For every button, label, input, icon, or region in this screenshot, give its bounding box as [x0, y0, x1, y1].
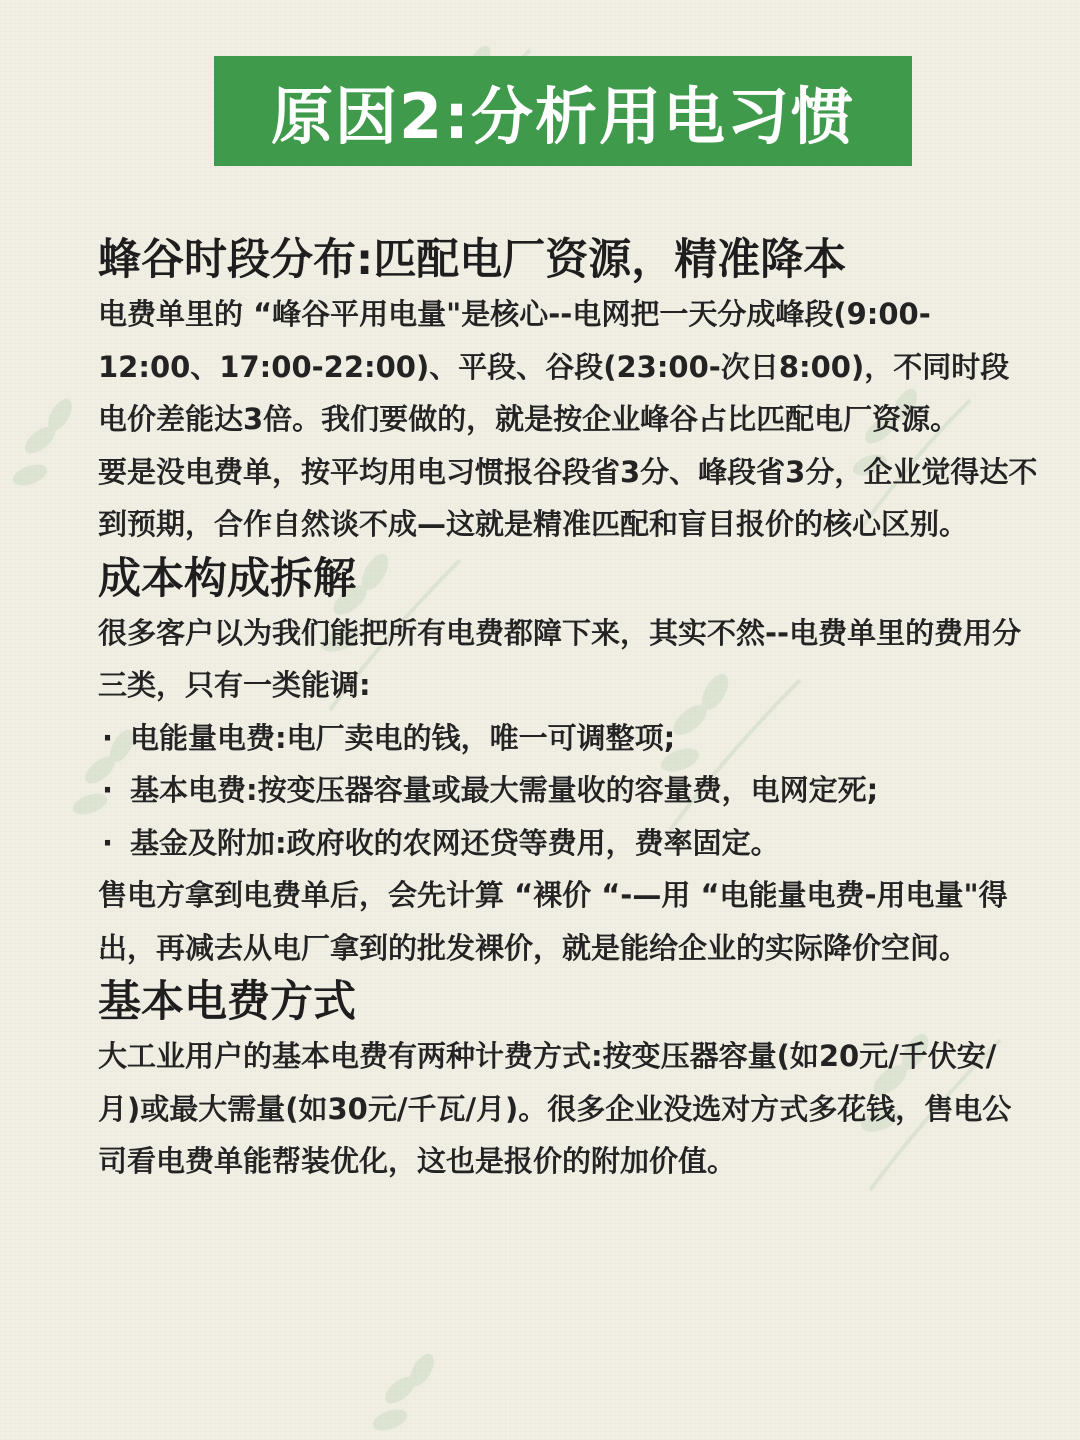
bullet-text: 基本电费:按变压器容量或最大需量收的容量费，电网定死; — [130, 773, 879, 807]
section-heading: 基本电费方式 — [98, 977, 356, 1027]
section-heading: 蜂谷时段分布:匹配电厂资源，精准降本 — [98, 235, 847, 285]
section-heading: 成本构成拆解 — [98, 553, 356, 604]
paragraph: 要是没电费单，按平均用电习惯报谷段省3分、峰段省3分，企业觉得达不到预期，合作自然谈不成—这就是精准匹配和盲目报价的核心区别。 — [98, 454, 1038, 541]
section-peak-valley — [98, 232, 1038, 551]
section-cost-breakdown — [98, 551, 1038, 975]
bullet-item — [98, 764, 1038, 817]
bullet-text: 基金及附加:政府收的农网还贷等费用，费率固定。 — [130, 825, 780, 860]
bullet-item — [98, 712, 1038, 765]
bullet-text: 电能量电费:电厂卖电的钱，唯一可调整项; — [130, 720, 676, 755]
paragraph: 很多客户以为我们能把所有电费都障下来，其实不然--电费单里的费用分三类，只有一类能调: — [98, 615, 1022, 702]
bullet-marker: · — [102, 773, 114, 807]
bullet-item — [98, 817, 1038, 870]
paragraph: 电费单里的 “峰谷平用电量"是核心--电网把一天分成峰段(9:00-12:00、17:00-22:00)、平段、谷段(23:00-次日8:00)，不同时段电价差能达3倍。我们要做的，就是按企业峰谷占比匹配电厂资源。 — [98, 297, 1010, 436]
page-title: 原因2:分析用电习惯 — [271, 79, 855, 153]
bullet-marker: · — [102, 825, 114, 860]
article-body — [98, 232, 1038, 1188]
title-banner — [214, 56, 912, 166]
bullet-marker: · — [102, 720, 114, 755]
leaf-watermark — [360, 1340, 560, 1440]
paragraph: 售电方拿到电费单后，会先计算 “裸价 “-—用 “电能量电费-用电量"得出，再减去从电厂拿到的批发裸价，就是能给企业的实际降价空间。 — [98, 878, 1008, 965]
paragraph: 大工业用户的基本电费有两种计费方式:按变压器容量(如20元/千伏安/月)或最大需量(如30元/千瓦/月)。很多企业没选对方式多花钱，售电公司看电费单能帮装优化，这也是报价的附加价值。 — [98, 1039, 1012, 1178]
section-basic-fee — [98, 974, 1038, 1188]
